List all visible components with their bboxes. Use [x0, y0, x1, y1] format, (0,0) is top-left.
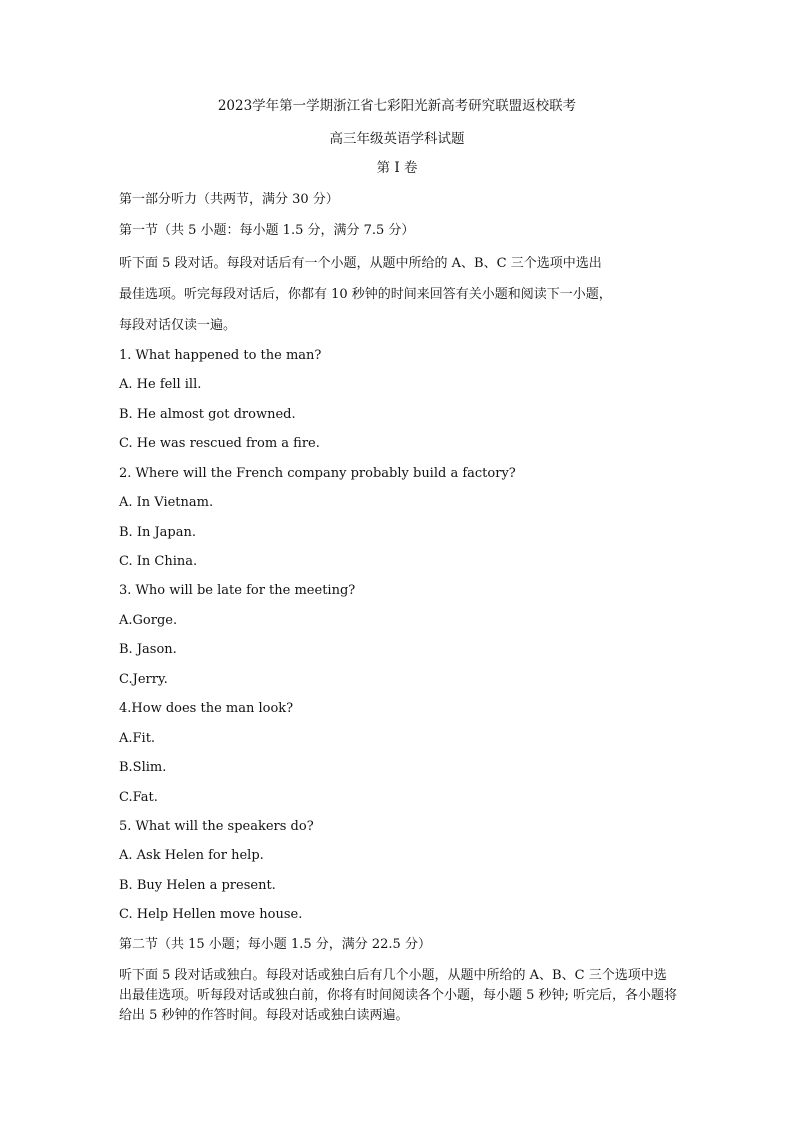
question-option: B. Jason.: [119, 642, 177, 657]
section1-heading: 第一节（共 5 小题：每小题 1.5 分，满分 7.5 分）: [119, 223, 415, 238]
section2-heading: 第二节（共 15 小题；每小题 1.5 分，满分 22.5 分）: [119, 937, 431, 952]
question-option: A. In Vietnam.: [119, 495, 214, 510]
question-stem: 2. Where will the French company probably build a factory?: [119, 466, 516, 481]
question-option: B. He almost got drowned.: [119, 407, 296, 422]
section1-instruction-line: 听下面 5 段对话。每段对话后有一个小题，从题中所给的 A、B、C 三个选项中选出: [119, 256, 602, 271]
exam-title: 2023学年第一学期浙江省七彩阳光新高考研究联盟返校联考: [217, 98, 577, 114]
question-option: C.Jerry.: [119, 672, 168, 687]
section1-instruction-line: 每段对话仅读一遍。: [119, 318, 237, 333]
question-option: B. In Japan.: [119, 525, 196, 540]
question-stem: 1. What happened to the man?: [119, 348, 322, 363]
question-option: A. He fell ill.: [119, 377, 202, 392]
question-option: A.Gorge.: [119, 613, 178, 628]
question-option: B. Buy Helen a present.: [119, 878, 276, 893]
exam-subtitle: 高三年级英语学科试题: [329, 131, 465, 147]
question-option: A. Ask Helen for help.: [119, 848, 264, 863]
section1-instruction-line: 最佳选项。听完每段对话后，你都有 10 秒钟的时间来回答有关小题和阅读下一小题，: [119, 287, 612, 302]
part1-heading: 第一部分听力（共两节，满分 30 分）: [119, 192, 339, 207]
question-stem: 3. Who will be late for the meeting?: [119, 583, 356, 598]
question-option: C. Help Hellen move house.: [119, 907, 303, 922]
question-option: C. He was rescued from a fire.: [119, 436, 320, 451]
question-option: B.Slim.: [119, 760, 167, 775]
question-option: C. In China.: [119, 554, 198, 569]
question-option: A.Fit.: [119, 731, 156, 746]
section2-instructions: 听下面 5 段对话或独白。每段对话或独白后有几个小题，从题中所给的 A、B、C 三个选项中选出最佳选项。听每段对话或独白前，你将有时间阅读各个小题，每小题 5 秒钟; 听完后，各小题将给出 5 秒钟的作答时间。每段对话或独白读两遍。: [119, 968, 678, 1023]
question-stem: 5. What will the speakers do?: [119, 819, 314, 834]
question-option: C.Fat.: [119, 790, 158, 805]
volume-label: 第 I 卷: [376, 160, 418, 176]
question-stem: 4.How does the man look?: [119, 701, 294, 716]
